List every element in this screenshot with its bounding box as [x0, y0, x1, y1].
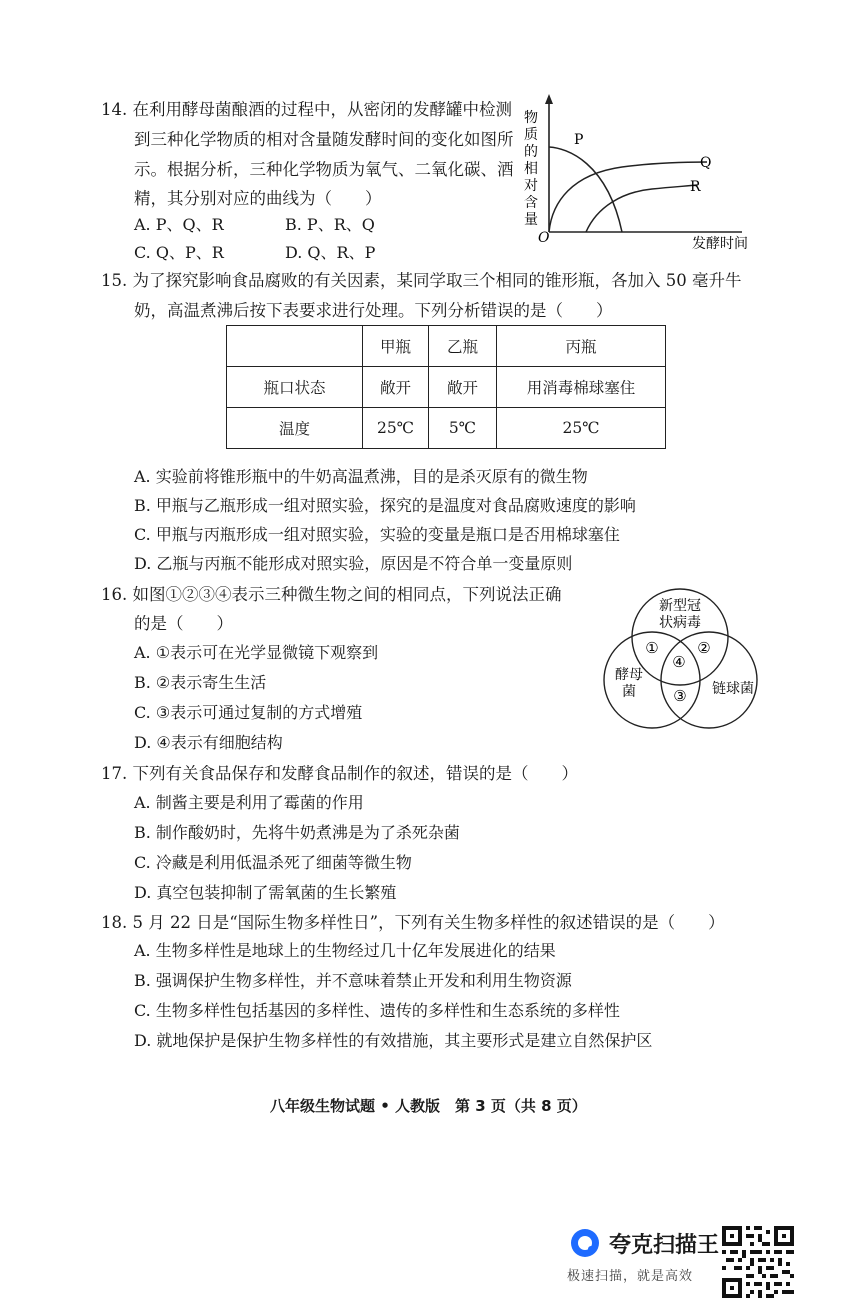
q17-option-c: C. 冷藏是利用低温杀死了细菌等微生物 [134, 853, 412, 872]
q16-option-d: D. ④表示有细胞结构 [134, 733, 283, 752]
q15-option-b: B. 甲瓶与乙瓶形成一组对照实验，探究的是温度对食品腐败速度的影响 [134, 496, 636, 515]
table-cell: 25℃ [363, 408, 429, 449]
venn-label-yeast-line-1: 酵母 [615, 667, 643, 683]
q16-option-a: A. ①表示可在光学显微镜下观察到 [134, 643, 379, 662]
q16-venn-diagram [598, 583, 783, 738]
q15-table [226, 325, 666, 449]
q17-stem-line-1: 17. 下列有关食品保存和发酵食品制作的叙述，错误的是（ ） [101, 764, 578, 783]
q14-option-d: D. Q、R、P [285, 243, 376, 262]
q14-curve-chart [512, 92, 772, 257]
x-axis-label: 发酵时间 [692, 236, 748, 252]
q14-option-b: B. P、R、Q [285, 215, 375, 234]
q18-option-a: A. 生物多样性是地球上的生物经过几十亿年发展进化的结果 [134, 941, 556, 960]
y-axis-arrow [545, 94, 553, 104]
q14-option-a: A. P、Q、R [134, 215, 224, 234]
q17-option-d: D. 真空包装抑制了需氧菌的生长繁殖 [134, 883, 397, 902]
table-cell: 敞开 [363, 367, 429, 408]
y-label-char-7: 量 [524, 212, 538, 228]
venn-label-virus-line-2: 状病毒 [659, 615, 701, 631]
qr-code-icon [722, 1226, 794, 1298]
table-header-row [227, 326, 666, 367]
table-cell: 5℃ [429, 408, 497, 449]
curve-label-q: Q [700, 155, 712, 171]
origin-label: O [538, 230, 550, 246]
page-footer: 八年级生物试题 • 人教版 第 3 页（共 8 页） [270, 1097, 587, 1115]
y-label-char-2: 质 [524, 127, 538, 143]
curve-q [549, 162, 707, 232]
y-label-char-1: 物 [524, 110, 538, 126]
q17-option-b: B. 制作酸奶时，先将牛奶煮沸是为了杀死杂菌 [134, 823, 460, 842]
q15-option-c: C. 甲瓶与丙瓶形成一组对照实验，实验的变量是瓶口是否用棉球塞住 [134, 525, 620, 544]
venn-marker-3: ③ [673, 687, 687, 705]
watermark-brand: 夸克扫描王 [609, 1233, 720, 1258]
venn-marker-1: ① [645, 639, 659, 657]
table-cell: 用消毒棉球塞住 [497, 367, 666, 408]
q16-stem-line-1: 16. 如图①②③④表示三种微生物之间的相同点，下列说法正确 [101, 585, 562, 604]
table-header-cell: 丙瓶 [497, 326, 666, 367]
q16-option-c: C. ③表示可通过复制的方式增殖 [134, 703, 363, 722]
q14-stem-line-3: 示。根据分析，三种化学物质为氧气、二氧化碳、酒 [134, 160, 514, 179]
q15-stem-line-2: 奶，高温煮沸后按下表要求进行处理。下列分析错误的是（ ） [134, 301, 613, 320]
y-label-char-3: 的 [524, 144, 538, 160]
table-header-cell [227, 326, 363, 367]
q16-option-b: B. ②表示寄生生活 [134, 673, 267, 692]
q14-stem-line-1: 14. 在利用酵母菌酿酒的过程中，从密闭的发酵罐中检测 [101, 100, 512, 119]
table-cell: 敞开 [429, 367, 497, 408]
venn-marker-2: ② [697, 639, 711, 657]
table-cell: 25℃ [497, 408, 666, 449]
venn-marker-4: ④ [672, 653, 686, 671]
y-label-char-5: 对 [524, 178, 538, 194]
table-header-cell: 乙瓶 [429, 326, 497, 367]
q14-stem-line-4: 精，其分别对应的曲线为（ ） [134, 189, 382, 208]
venn-label-yeast-line-2: 菌 [622, 684, 636, 700]
table-cell: 温度 [227, 408, 363, 449]
q16-stem-line-2: 的是（ ） [134, 614, 233, 633]
q14-stem-line-2: 到三种化学物质的相对含量随发酵时间的变化如图所 [134, 130, 514, 149]
venn-label-streptococcus: 链球菌 [712, 681, 754, 697]
quark-logo-icon [569, 1227, 601, 1259]
q15-option-a: A. 实验前将锥形瓶中的牛奶高温煮沸，目的是杀灭原有的微生物 [134, 467, 588, 486]
q17-option-a: A. 制酱主要是利用了霉菌的作用 [134, 793, 364, 812]
q15-option-d: D. 乙瓶与丙瓶不能形成对照实验，原因是不符合单一变量原则 [134, 554, 573, 573]
q14-option-c: C. Q、P、R [134, 243, 224, 262]
q18-option-b: B. 强调保护生物多样性，并不意味着禁止开发和利用生物资源 [134, 971, 572, 990]
table-cell: 瓶口状态 [227, 367, 363, 408]
y-label-char-6: 含 [524, 195, 538, 211]
table-row [227, 408, 666, 449]
venn-label-virus-line-1: 新型冠 [659, 598, 701, 614]
y-label-char-4: 相 [524, 161, 538, 177]
q18-stem-line-1: 18. 5 月 22 日是“国际生物多样性日”，下列有关生物多样性的叙述错误的是（ ） [101, 913, 725, 932]
watermark-slogan: 极速扫描，就是高效 [567, 1269, 694, 1284]
curve-label-p: P [574, 132, 584, 148]
q18-option-c: C. 生物多样性包括基因的多样性、遗传的多样性和生态系统的多样性 [134, 1001, 620, 1020]
q18-option-d: D. 就地保护是保护生物多样性的有效措施，其主要形式是建立自然保护区 [134, 1031, 653, 1050]
table-row [227, 367, 666, 408]
table-header-cell: 甲瓶 [363, 326, 429, 367]
q15-stem-line-1: 15. 为了探究影响食品腐败的有关因素，某同学取三个相同的锥形瓶，各加入 50 毫升牛 [101, 271, 742, 290]
curve-p [549, 147, 622, 232]
curve-r [586, 185, 697, 232]
curve-label-r: R [690, 179, 701, 195]
